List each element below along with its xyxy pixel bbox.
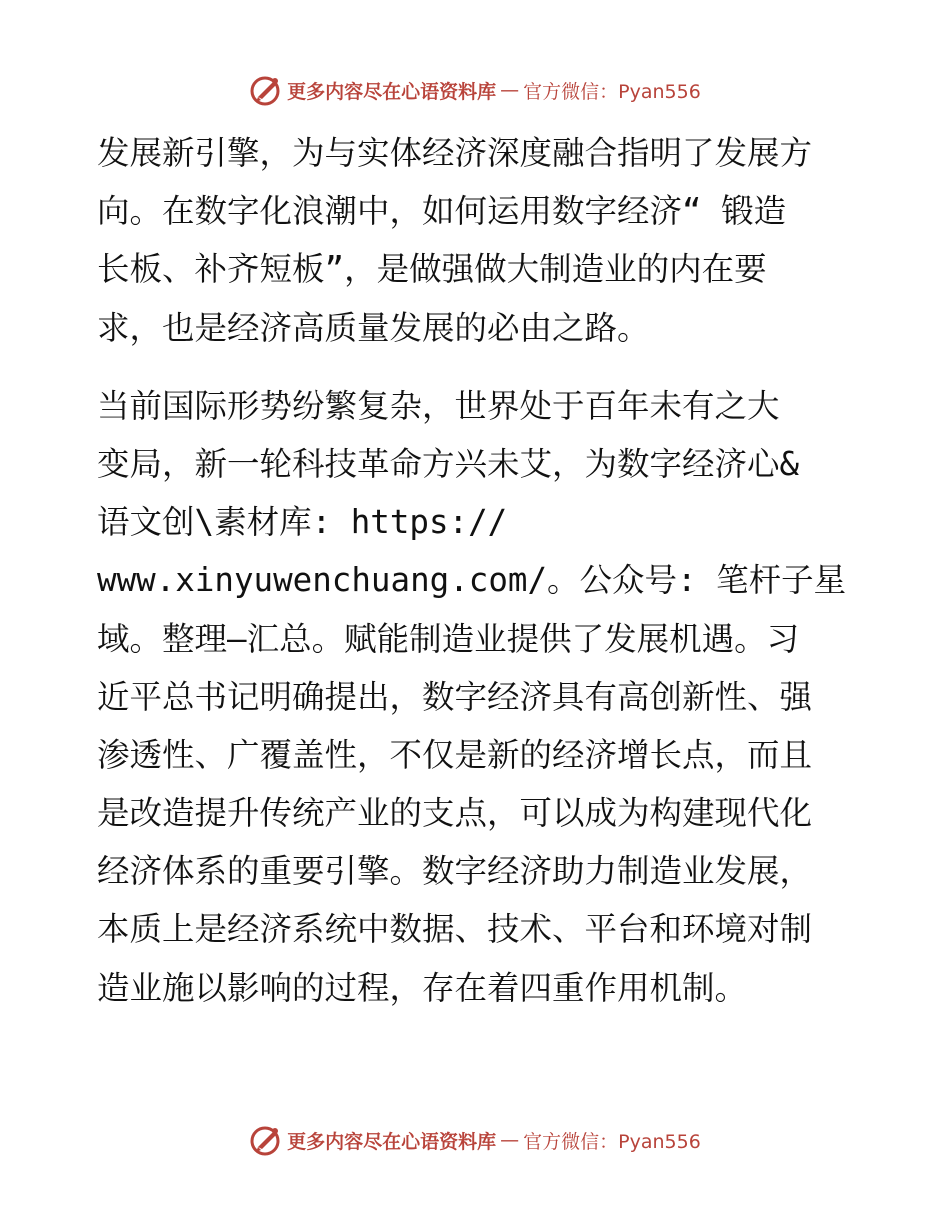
text-line: 当前国际形势纷繁复杂，世界处于百年未有之大 <box>97 386 780 425</box>
paragraph-1 <box>97 124 857 357</box>
banner-dash: — <box>500 79 520 101</box>
text-line: 变局，新一轮科技革命方兴未艾，为数字经济心& <box>97 444 800 483</box>
banner-content <box>249 1123 701 1157</box>
text-line: 渗透性、广覆盖性，不仅是新的经济增长点，而且 <box>97 735 813 774</box>
text-line: 求，也是经济高质量发展的必由之路。 <box>97 308 650 347</box>
banner-dash: — <box>500 1129 520 1151</box>
pen-circle-logo-icon <box>249 73 283 107</box>
text-line: 发展新引擎，为与实体经济深度融合指明了发展方 <box>97 134 813 172</box>
text-line: 长板、补齐短板”，是做强做大制造业的内在要 <box>97 250 767 289</box>
text-line: 是改造提升传统产业的支点，可以成为构建现代化 <box>97 794 813 833</box>
text-line: 域。整理—汇总。赋能制造业提供了发展机遇。习 <box>97 619 800 658</box>
banner-contact-text: 官方微信：Pyan556 <box>523 80 701 103</box>
banner-main-text: 更多内容尽在心语资料库 <box>287 80 497 103</box>
pen-circle-logo-icon <box>249 1123 283 1157</box>
document-body <box>97 124 857 1017</box>
banner-content <box>249 73 701 107</box>
banner-main-text: 更多内容尽在心语资料库 <box>287 1130 497 1153</box>
text-line: 语文创\素材库: https:// <box>97 503 508 542</box>
footer-watermark-banner <box>0 1120 950 1160</box>
text-line: 向。在数字化浪潮中，如何运用数字经济“ 锻造 <box>97 192 787 231</box>
text-line: 经济体系的重要引擎。数字经济助力制造业发展， <box>97 852 813 891</box>
header-watermark-banner <box>0 70 950 110</box>
text-line: 本质上是经济系统中数据、技术、平台和环境对制 <box>97 910 813 949</box>
text-line: 造业施以影响的过程，存在着四重作用机制。 <box>97 968 748 1007</box>
text-line: www.xinyuwenchuang.com/。公众号: 笔杆子星 <box>97 561 847 600</box>
text-line: 近平总书记明确提出，数字经济具有高创新性、强 <box>97 677 813 716</box>
banner-contact-text: 官方微信：Pyan556 <box>523 1130 701 1153</box>
paragraph-2 <box>97 377 857 1017</box>
